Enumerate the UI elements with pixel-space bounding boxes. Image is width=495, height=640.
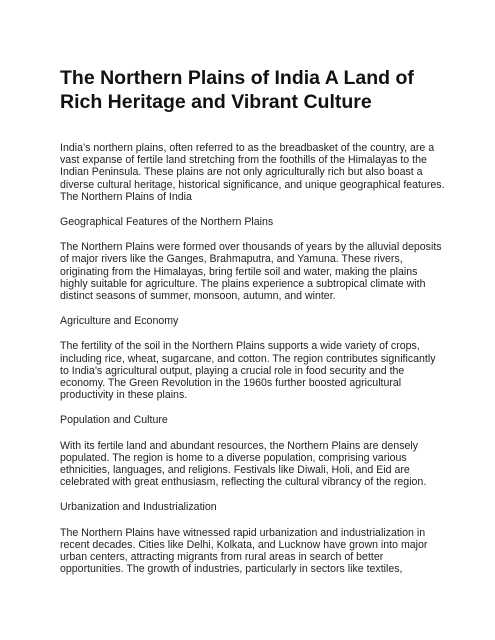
page-title: The Northern Plains of India A Land of Rich Heritage and Vibrant Culture: [60, 67, 414, 113]
document-body: [60, 142, 445, 575]
intro-paragraph: India’s northern plains, often referred to as the breadbasket of the country, are a vast expanse of fertile land stretching from the foothills of the Himalayas to the Indian Peninsula. These plains are not only agriculturally rich but also boast a diverse cultural heritage, historical significance, and unique geographical features. The Northern Plains of India: [60, 142, 445, 203]
section-heading-agriculture: Agriculture and Economy: [60, 315, 179, 328]
section-heading-population: Population and Culture: [60, 414, 168, 427]
section-text-agriculture: The fertility of the soil in the Northern Plains supports a wide variety of crops, including rice, wheat, sugarcane, and cotton. The region contributes significantly to India’s agricultural output, playing a crucial role in food security and the economy. The Green Revolution in the 1960s further boosted agricultural productivity in these plains.: [60, 340, 436, 402]
section-text-urbanization: The Northern Plains have witnessed rapid urbanization and industrialization in recent decades. Cities like Delhi, Kolkata, and Lucknow have grown into major urban centers, attracting migrants from rural areas in search of better opportunities. The growth of industries, particularly in sectors like textiles,: [60, 526, 428, 576]
section-text-population: With its fertile land and abundant resources, the Northern Plains are densely populated. The region is home to a diverse population, comprising various ethnicities, languages, and religions. Festivals like Diwali, Holi, and Eid are celebrated with great enthusiasm, reflecting the cultural vibrancy of the region.: [60, 439, 427, 489]
section-heading-geography: Geographical Features of the Northern Plains: [60, 216, 274, 229]
section-text-geography: The Northern Plains were formed over thousands of years by the alluvial deposits of major rivers like the Ganges, Brahmaputra, and Yamuna. These rivers, originating from the Himalayas, bring fertile soil and water, making the plains highly suitable for agriculture. The plains experience a subtropical climate with distinct seasons of summer, monsoon, autumn, and winter.: [60, 241, 442, 303]
section-heading-urbanization: Urbanization and Industrialization: [60, 501, 217, 514]
